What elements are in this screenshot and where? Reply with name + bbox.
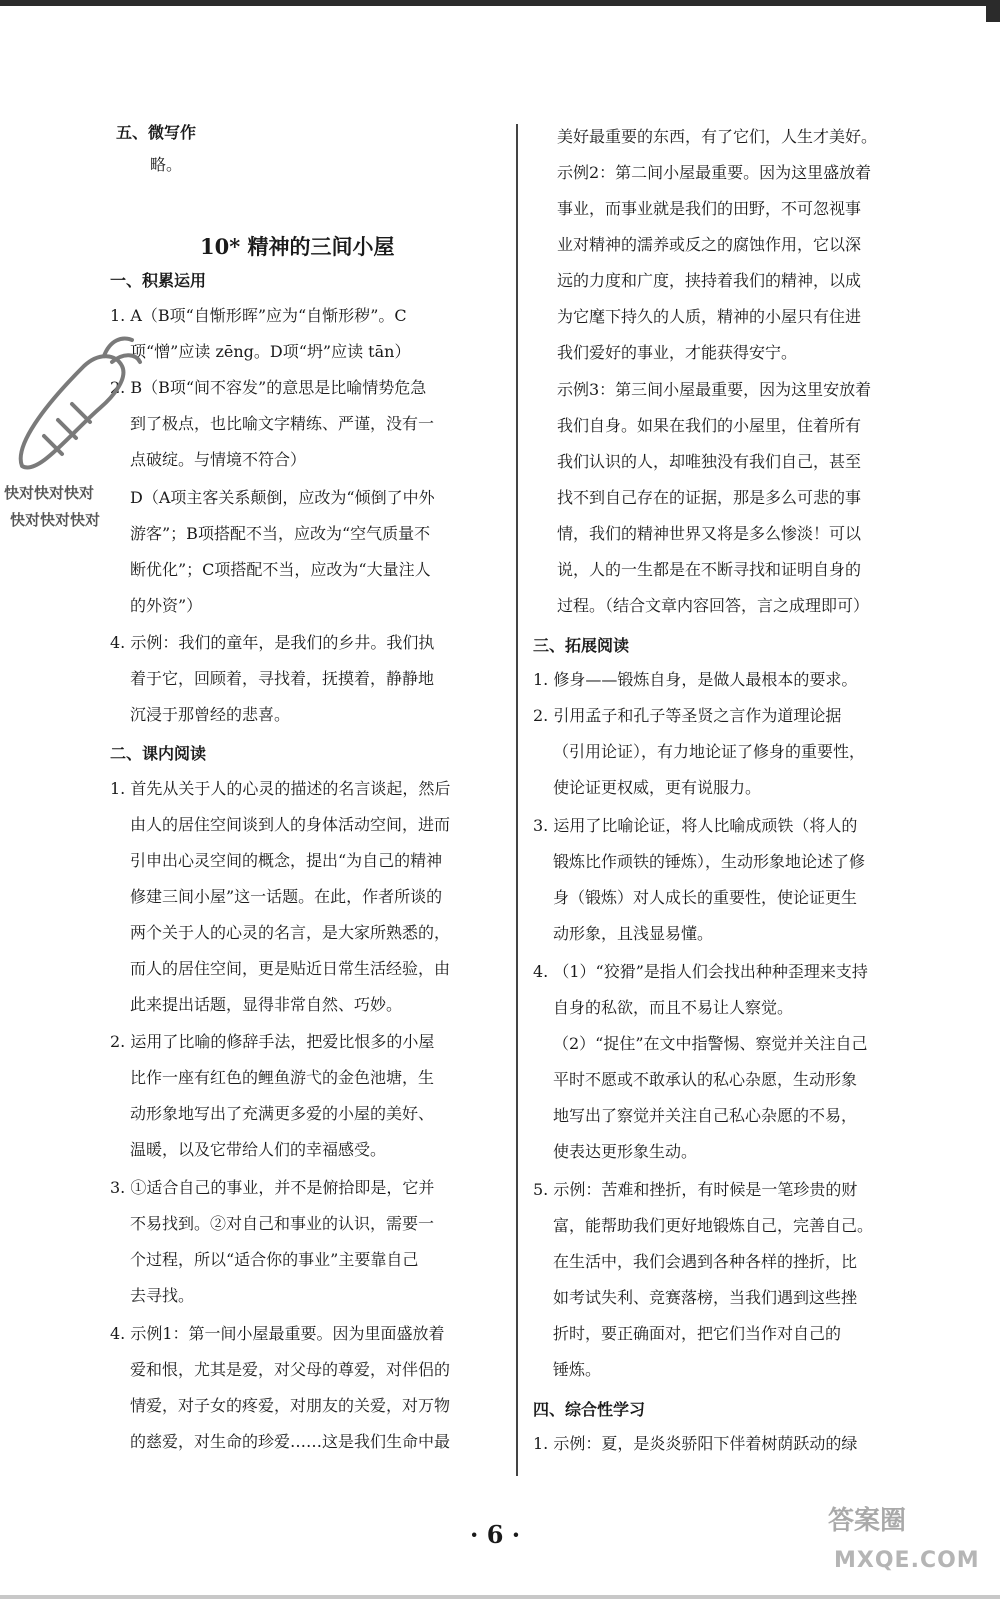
watermark-text: 答案圈: [828, 1506, 907, 1536]
s2-line-18: 的慈爱，对生命的珍爱……这是我们生命中最: [130, 1432, 451, 1451]
s2-line-10: 温暖，以及它带给人们的幸福感受。: [130, 1140, 387, 1159]
section-2-title: 二、课内阅读: [110, 744, 207, 763]
cont-line-3: 业对精神的濡养或反之的腐蚀作用，它以深: [557, 235, 862, 254]
scan-top-edge: [0, 0, 1000, 6]
s2-line-0: 1. 首先从关于人的心灵的描述的名言谈起，然后: [110, 779, 451, 798]
s1-line-0: 1. A（B项“自惭形晖”应为“自惭形秽”。C: [110, 306, 407, 325]
s1-line-2: 2. B（B项“间不容发”的意思是比喻情势危急: [110, 378, 427, 397]
s2-line-7: 2. 运用了比喻的修辞手法，把爱比恨多的小屋: [110, 1032, 435, 1051]
cont-line-4: 远的力度和广度，挟持着我们的精神，以成: [557, 271, 862, 290]
cont-line-10: 找不到自己存在的证据，那是多么可悲的事: [557, 488, 862, 507]
s3-line-11: 平时不愿或不敢承认的私心杂愿，生动形象: [553, 1070, 858, 1089]
s2-line-4: 两个关于人的心灵的名言，是大家所熟悉的，: [130, 923, 451, 942]
section-5-text: 略。: [150, 155, 183, 174]
s3-line-1: 2. 引用孟子和孔子等圣贤之言作为道理论据: [533, 706, 842, 725]
s2-line-16: 爱和恨，尤其是爱，对父母的尊爱，对伴侣的: [130, 1360, 451, 1379]
cont-line-6: 我们爱好的事业，才能获得安宁。: [557, 343, 798, 362]
s3-line-8: 4. （1）“狡猾”是指人们会找出种种歪理来支持: [533, 962, 868, 981]
s2-line-12: 不易找到。②对自己和事业的认识，需要一: [130, 1214, 435, 1233]
stamp-text-2: 快对快对快对: [10, 511, 101, 529]
cont-line-1: 示例2：第二间小屋最重要。因为这里盛放着: [557, 163, 872, 182]
cont-line-7: 示例3：第三间小屋最重要，因为这里安放着: [557, 380, 872, 399]
s2-line-3: 修建三间小屋”这一话题。在此，作者所谈的: [130, 887, 443, 906]
s3-line-0: 1. 修身——锻炼自身，是做人最根本的要求。: [533, 670, 858, 689]
s3-line-17: 如考试失利、竞赛落榜，当我们遇到这些挫: [553, 1288, 858, 1307]
column-divider: [516, 124, 518, 1476]
stamp-text-1: 快对快对快对: [4, 484, 95, 502]
page-number: · 6 ·: [470, 1520, 521, 1549]
s3-line-10: （2）“捉住”在文中指警惕、察觉并关注自己: [553, 1034, 868, 1053]
s3-line-6: 身（锻炼）对人成长的重要性，使论证更生: [553, 888, 858, 907]
s2-line-9: 动形象地写出了充满更多爱的小屋的美好、: [130, 1104, 435, 1123]
s3-line-5: 锻炼比作顽铁的锤炼），生动形象地论述了修: [553, 852, 866, 871]
s3-line-16: 在生活中，我们会遇到各种各样的挫折，比: [553, 1252, 858, 1271]
s1-line-11: 沉浸于那曾经的悲喜。: [130, 705, 291, 724]
watermark: [818, 1490, 998, 1590]
s2-line-11: 3. ①适合自己的事业，并不是俯拾即是，它并: [110, 1178, 435, 1197]
cont-line-5: 为它麾下持久的人质，精神的小屋只有住进: [557, 307, 862, 326]
s3-line-2: （引用论证），有力地论证了修身的重要性，: [553, 742, 866, 761]
s1-line-8: 的外资”）: [130, 596, 203, 615]
cont-line-12: 说，人的一生都是在不断寻找和证明自身的: [557, 560, 862, 579]
s3-line-3: 使论证更权威，更有说服力。: [553, 778, 762, 797]
s3-line-7: 动形象，且浅显易懂。: [553, 924, 714, 943]
s3-line-13: 使表达更形象生动。: [553, 1142, 698, 1161]
s3-line-4: 3. 运用了比喻论证，将人比喻成顽铁（将人的: [533, 816, 858, 835]
s3-line-9: 自身的私欲，而且不易让人察觉。: [553, 998, 794, 1017]
s3-line-12: 地写出了察觉并关注自己私心杂愿的不易，: [553, 1106, 858, 1125]
s2-line-8: 比作一座有红色的鲤鱼游弋的金色池塘，生: [130, 1068, 435, 1087]
section-1-title: 一、积累运用: [110, 271, 207, 290]
s3-line-14: 5. 示例：苦难和挫折，有时候是一笔珍贵的财: [533, 1180, 858, 1199]
s1-line-9: 4. 示例：我们的童年，是我们的乡井。我们执: [110, 633, 435, 652]
s2-line-15: 4. 示例1：第一间小屋最重要。因为里面盛放着: [110, 1324, 445, 1343]
s1-line-7: 断优化”；C项搭配不当，应改为“大量注人: [130, 560, 431, 579]
s2-line-6: 此来提出话题，显得非常自然、巧妙。: [130, 995, 403, 1014]
s1-line-3: 到了极点，也比喻文字精练、严谨，没有一: [130, 414, 435, 433]
s2-line-13: 个过程，所以“适合你的事业”主要靠自己: [130, 1250, 419, 1269]
cont-line-11: 情，我们的精神世界又将是多么惨淡！可以: [557, 524, 862, 543]
carrot-icon: [4, 326, 144, 501]
s2-line-2: 引申出心灵空间的概念，提出“为自己的精神: [130, 851, 443, 870]
s2-line-1: 由人的居住空间谈到人的身体活动空间，进而: [130, 815, 451, 834]
s1-line-1: 项“憎”应读 zēng。D项“坍”应读 tān）: [130, 342, 411, 361]
cont-line-9: 我们认识的人，却唯独没有我们自己，甚至: [557, 452, 862, 471]
section-3-title: 三、拓展阅读: [533, 636, 630, 655]
s2-line-17: 情爱，对子女的疼爱，对朋友的关爱，对万物: [130, 1396, 451, 1415]
section-5-title: 五、微写作: [116, 123, 197, 142]
scan-corner: [986, 0, 1000, 22]
s3-line-15: 富，能帮助我们更好地锻炼自己，完善自己。: [553, 1216, 874, 1235]
s2-line-5: 而人的居住空间，更是贴近日常生活经验，由: [130, 959, 451, 978]
section-4-title: 四、综合性学习: [533, 1400, 646, 1419]
s1-line-5: D（A项主客关系颠倒，应改为“倾倒了中外: [130, 488, 435, 507]
s1-line-6: 游客”；B项搭配不当，应改为“空气质量不: [130, 524, 431, 543]
cont-line-8: 我们自身。如果在我们的小屋里，住着所有: [557, 416, 862, 435]
cont-line-2: 事业，而事业就是我们的田野，不可忽视事: [557, 199, 862, 218]
scan-bottom-edge: [0, 1595, 1000, 1599]
lesson-title: 10* 精神的三间小屋: [200, 234, 395, 259]
s4-line-0: 1. 示例：夏，是炎炎骄阳下伴着树荫跃动的绿: [533, 1434, 858, 1453]
cont-line-0: 美好最重要的东西，有了它们，人生才美好。: [557, 127, 878, 146]
s3-line-18: 折时，要正确面对，把它们当作对自己的: [553, 1324, 842, 1343]
s3-line-19: 锤炼。: [553, 1360, 602, 1379]
s2-line-14: 去寻找。: [130, 1286, 195, 1305]
s1-line-4: 点破绽。与情境不符合）: [130, 450, 307, 469]
cont-line-13: 过程。（结合文章内容回答，言之成理即可）: [557, 596, 870, 615]
watermark-url: MXQE.COM: [834, 1548, 980, 1573]
s1-line-10: 着于它，回顾着，寻找着，抚摸着，静静地: [130, 669, 435, 688]
carrot-stamp: [4, 326, 144, 501]
